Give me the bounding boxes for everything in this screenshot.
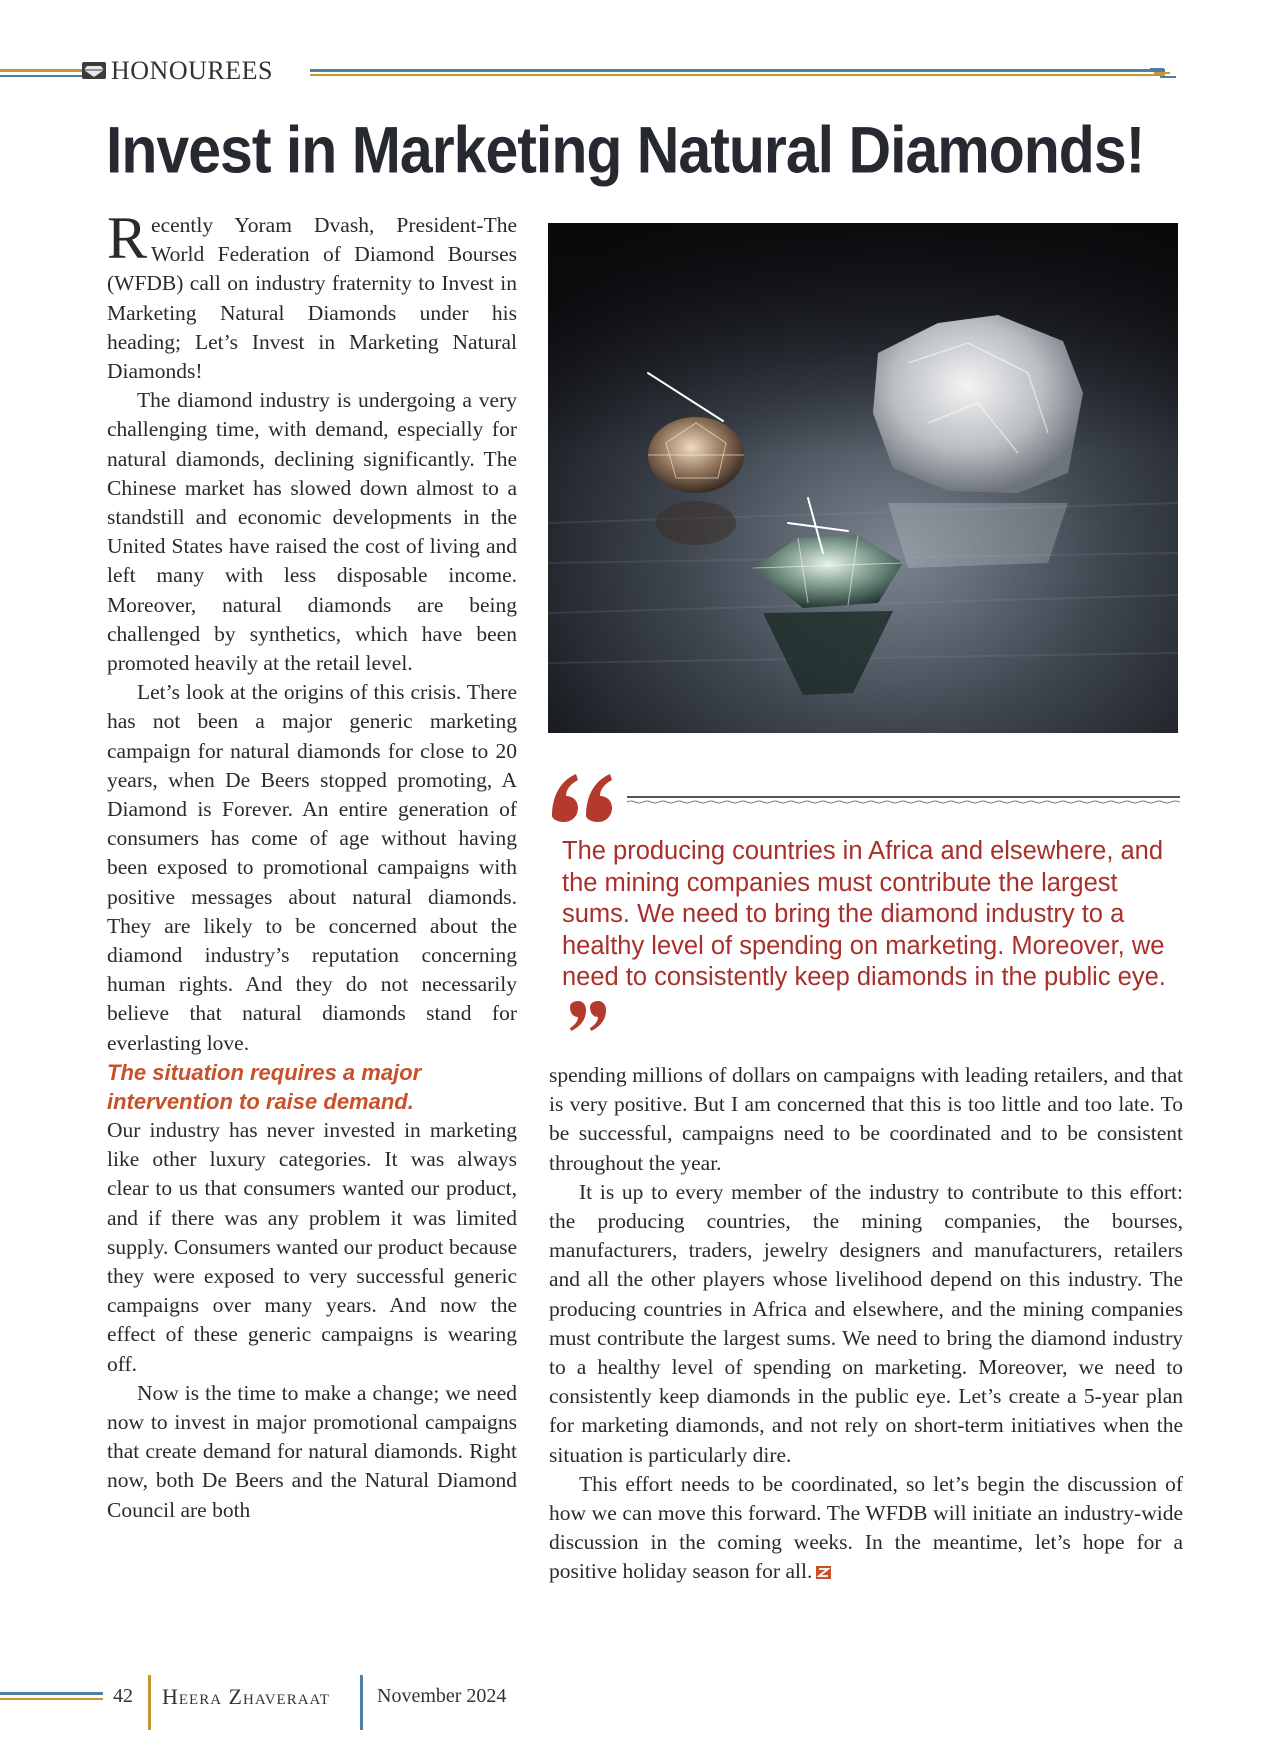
paragraph-crisis-origins: Let’s look at the origins of this crisis. There has not been a major generic marketing campaign for natural diamonds for close to 20 years, when De Beers stopped promoting, A Diamond is Forever. An entire generation of consumers has come of age without having been exposed to promotional campaigns with positive messages about natural diamonds. They are likely to be concerned about the diamond industry’s reputation concerning human rights. And they do not necessarily believe that natural diamonds stand for everlasting love. bbox=[107, 680, 517, 1055]
subheading: The situation requires a major intervention to raise demand. bbox=[107, 1059, 422, 1114]
right-column bbox=[549, 1061, 1183, 1587]
footer-rule-secondary bbox=[0, 1698, 103, 1700]
paragraph-industry-challenge: The diamond industry is undergoing a very challenging time, with demand, especially for natural diamonds, declining significantly. The Chinese market has slowed down almost to a standstill and economic developments in the United States have raised the cost of living and left many with less disposable income. Moreover, natural diamonds are being challenged by synthetics, which have been promoted heavily at the retail level. bbox=[107, 388, 517, 676]
end-mark-icon bbox=[816, 1566, 831, 1579]
header-rule-secondary bbox=[310, 74, 1165, 76]
publication-name: Heera Zhaveraat bbox=[162, 1684, 330, 1709]
header-rule bbox=[310, 69, 1165, 72]
pull-quote: The producing countries in Africa and elsewhere, and the mining companies must contribute the largest sums. We need to bring the diamond industry to a healthy level of spending on marketing. Moreover, we need to consistently keep diamonds in the public eye. bbox=[562, 836, 1182, 1031]
paragraph-contribute: It is up to every member of the industry to contribute to this effort: the producing countries, the mining companies, the bourses, manufacturers, traders, jewelry designers and manufacturers, retailers and all the other players whose livelihood depend on this industry. The producing countries in Africa and elsewhere, and the mining companies must contribute the largest sums. We need to bring the diamond industry to a healthy level of spending on marketing. Moreover, we need to consistently keep diamonds in the public eye. Let’s create a 5-year plan for marketing diamonds, and not rely on short-term initiatives when the situation is particularly dire. bbox=[549, 1179, 1183, 1467]
paragraph-conclusion: This effort needs to be coordinated, so let’s begin the discussion of how we can move this forward. The WFDB will initiate an industry-wide discussion in the coming weeks. In the meantime, let’s hope for a positive holiday season for all. bbox=[549, 1471, 1183, 1584]
left-column bbox=[107, 205, 517, 1525]
footer-divider bbox=[148, 1675, 151, 1730]
section-label: HONOUREES bbox=[111, 56, 273, 85]
footer-rule bbox=[0, 1692, 103, 1695]
quote-rule-wavy bbox=[627, 800, 1180, 804]
paragraph-industry-investment: Our industry has never invested in marketing like other luxury categories. It was always clear to us that consumers wanted our product, and if there was any problem it was limited supply. Consumers wanted our product because they were exposed to very successful generic campaigns over many years. And now the effect of these generic campaigns is wearing off. bbox=[107, 1117, 517, 1376]
issue-date: November 2024 bbox=[377, 1685, 507, 1707]
header-ornament bbox=[1150, 66, 1176, 80]
intro-paragraph: Recently Yoram Dvash, President-The World Federation of Diamond Bourses (WFDB) call on industry fraternity to Invest in Marketing Natural Diamonds under his heading; Let’s Invest in Marketing Natural Diamonds! bbox=[107, 205, 517, 384]
paragraph-campaign-spending: spending millions of dollars on campaigns with leading retailers, and that is very positive. But I am concerned that this is too little and too late. To be successful, campaigns need to be coordinated and to be consistent throughout the year. bbox=[549, 1063, 1183, 1175]
drop-cap: R bbox=[107, 205, 148, 271]
header-rule-left-secondary bbox=[0, 75, 86, 77]
page-number: 42 bbox=[113, 1685, 133, 1707]
paragraph-time-for-change: Now is the time to make a change; we need now to invest in major promotional campaigns that create demand for natural diamonds. Right now, both De Beers and the Natural Diamond Council are both bbox=[107, 1380, 517, 1522]
header-rule-left bbox=[0, 69, 86, 72]
close-quote-icon bbox=[568, 1001, 608, 1031]
diamond-icon bbox=[82, 62, 106, 79]
article-title: Invest in Marketing Natural Diamonds! bbox=[106, 113, 1145, 188]
quote-rule bbox=[627, 796, 1180, 798]
open-quote-icon bbox=[548, 770, 616, 822]
footer-divider-secondary bbox=[360, 1675, 363, 1730]
diamonds-photo bbox=[548, 223, 1178, 733]
